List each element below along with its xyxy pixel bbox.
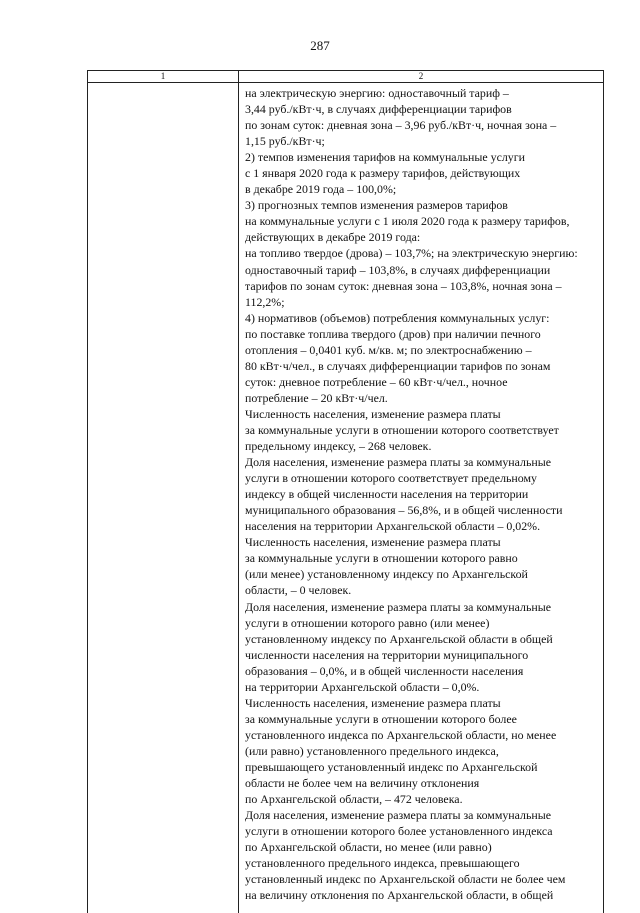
text-line: по поставке топлива твердого (дров) при наличии печного (245, 326, 603, 342)
text-line: 80 кВт·ч/чел., в случаях дифференциации тарифов по зонам (245, 358, 603, 374)
text-line: на величину отклонения по Архангельской области, в общей (245, 887, 603, 903)
text-line: за коммунальные услуги в отношении которого соответствует (245, 422, 603, 438)
document-table (87, 70, 604, 913)
text-line: услуги в отношении которого более установленного индекса (245, 823, 603, 839)
text-line: Численность населения, изменение размера платы (245, 695, 603, 711)
cell-text (239, 83, 603, 903)
text-line: 4) нормативов (объемов) потребления коммунальных услуг: (245, 310, 603, 326)
text-line: установленного индекса по Архангельской области, но менее (245, 727, 603, 743)
column-2-cell (239, 83, 604, 913)
column-1-cell (88, 83, 239, 913)
text-line: действующих в декабре 2019 года: (245, 229, 603, 245)
text-line: индексу в общей численности населения на территории (245, 486, 603, 502)
table-row (88, 83, 604, 913)
text-line: населения на территории Архангельской области – 0,02%. (245, 518, 603, 534)
text-line: (или менее) установленному индексу по Архангельской (245, 566, 603, 582)
text-line: суток: дневное потребление – 60 кВт·ч/чел., ночное (245, 374, 603, 390)
text-line: Доля населения, изменение размера платы за коммунальные (245, 807, 603, 823)
text-line: муниципального образования – 56,8%, и в общей численности (245, 502, 603, 518)
text-line: Численность населения, изменение размера платы (245, 534, 603, 550)
text-line: потребление – 20 кВт·ч/чел. (245, 390, 603, 406)
text-line: за коммунальные услуги в отношении которого равно (245, 550, 603, 566)
text-line: 1,15 руб./кВт·ч; (245, 133, 603, 149)
text-line: превышающего установленный индекс по Архангельской (245, 759, 603, 775)
text-line: тарифов по зонам суток: дневная зона – 103,8%, ночная зона – (245, 278, 603, 294)
text-line: области не более чем на величину отклонения (245, 775, 603, 791)
text-line: установленному индексу по Архангельской области в общей (245, 631, 603, 647)
text-line: образования – 0,0%, и в общей численности населения (245, 663, 603, 679)
text-line: предельному индексу, – 268 человек. (245, 438, 603, 454)
table-header-row (88, 71, 604, 83)
text-line: на электрическую энергию: одноставочный тариф – (245, 85, 603, 101)
text-line: в декабре 2019 года – 100,0%; (245, 181, 603, 197)
text-line: услуги в отношении которого равно (или менее) (245, 615, 603, 631)
text-line: Доля населения, изменение размера платы за коммунальные (245, 454, 603, 470)
text-line: на территории Архангельской области – 0,0%. (245, 679, 603, 695)
text-line: за коммунальные услуги в отношении которого более (245, 711, 603, 727)
column-2-header: 2 (239, 71, 604, 83)
text-line: по Архангельской области, но менее (или равно) (245, 839, 603, 855)
text-line: Доля населения, изменение размера платы за коммунальные (245, 599, 603, 615)
text-line: на топливо твердое (дрова) – 103,7%; на электрическую энергию: (245, 245, 603, 261)
text-line: области, – 0 человек. (245, 582, 603, 598)
text-line: 3) прогнозных темпов изменения размеров тарифов (245, 197, 603, 213)
text-line: на коммунальные услуги с 1 июля 2020 года к размеру тарифов, (245, 213, 603, 229)
text-line: с 1 января 2020 года к размеру тарифов, действующих (245, 165, 603, 181)
text-line: 2) темпов изменения тарифов на коммунальные услуги (245, 149, 603, 165)
page-number: 287 (0, 38, 640, 54)
text-line: численности населения на территории муниципального (245, 647, 603, 663)
text-line: одноставочный тариф – 103,8%, в случаях дифференциации (245, 262, 603, 278)
text-line: по зонам суток: дневная зона – 3,96 руб./кВт·ч, ночная зона – (245, 117, 603, 133)
text-line: установленного предельного индекса, превышающего (245, 855, 603, 871)
text-line: Численность населения, изменение размера платы (245, 406, 603, 422)
text-line: установленный индекс по Архангельской области не более чем (245, 871, 603, 887)
text-line: услуги в отношении которого соответствует предельному (245, 470, 603, 486)
text-line: по Архангельской области, – 472 человека. (245, 791, 603, 807)
text-line: 112,2%; (245, 294, 603, 310)
text-line: 3,44 руб./кВт·ч, в случаях дифференциации тарифов (245, 101, 603, 117)
text-line: отопления – 0,0401 куб. м/кв. м; по электроснабжению – (245, 342, 603, 358)
column-1-header: 1 (88, 71, 239, 83)
text-line: (или равно) установленного предельного индекса, (245, 743, 603, 759)
